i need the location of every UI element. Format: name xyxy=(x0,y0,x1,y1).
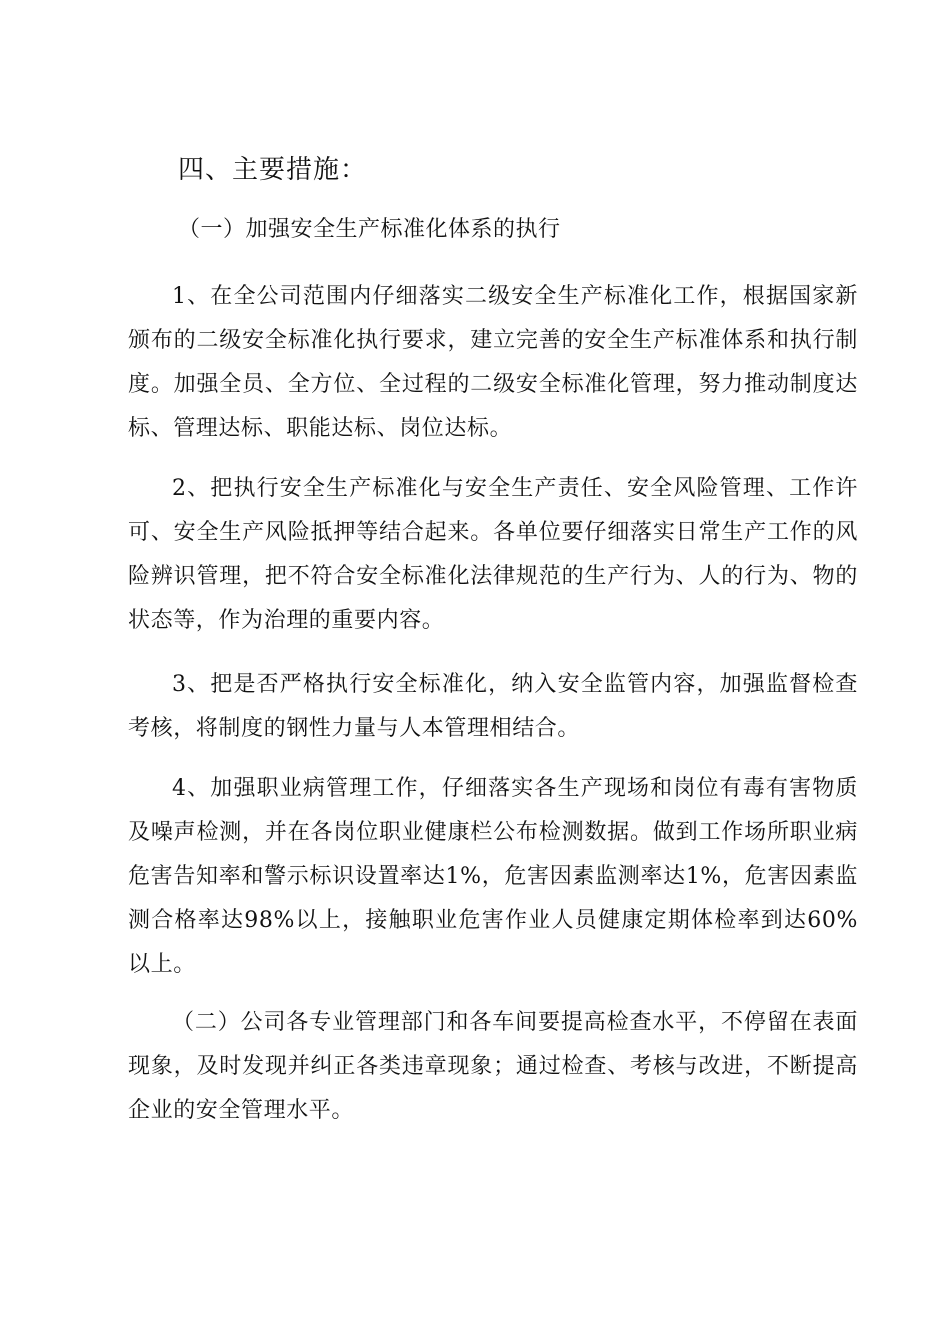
subsection-heading: （一）加强安全生产标准化体系的执行 xyxy=(178,217,561,242)
paragraph-4: 4、加强职业病管理工作，仔细落实各生产现场和岗位有毒有害物质及噪声检测，并在各岗位职业健康栏公布检测数据。做到工作场所职业病危害告知率和警示标识设置率达1%，危害因素监测率达1%，危害因素监测合格率达98%以上，接触职业危害作业人员健康定期体检率到达60%以上。 xyxy=(128,776,858,977)
paragraph-3: 3、把是否严格执行安全标准化，纳入安全监管内容，加强监督检查考核，将制度的钢性力量与人本管理相结合。 xyxy=(128,672,858,741)
section-heading: 四、主要措施： xyxy=(178,155,368,185)
paragraph-2: 2、把执行安全生产标准化与安全生产责任、安全风险管理、工作许可、安全生产风险抵押等结合起来。各单位要仔细落实日常生产工作的风险辨识管理，把不符合安全标准化法律规范的生产行为、人的行为、物的状态等，作为治理的重要内容。 xyxy=(128,476,858,633)
paragraph-1: 1、在全公司范围内仔细落实二级安全生产标准化工作，根据国家新颁布的二级安全标准化执行要求，建立完善的安全生产标准体系和执行制度。加强全员、全方位、全过程的二级安全标准化管理，努力推动制度达标、管理达标、职能达标、岗位达标。 xyxy=(128,284,858,441)
paragraph-5: （二）公司各专业管理部门和各车间要提高检查水平，不停留在表面现象，及时发现并纠正各类违章现象；通过检查、考核与改进，不断提高企业的安全管理水平。 xyxy=(128,1010,858,1123)
